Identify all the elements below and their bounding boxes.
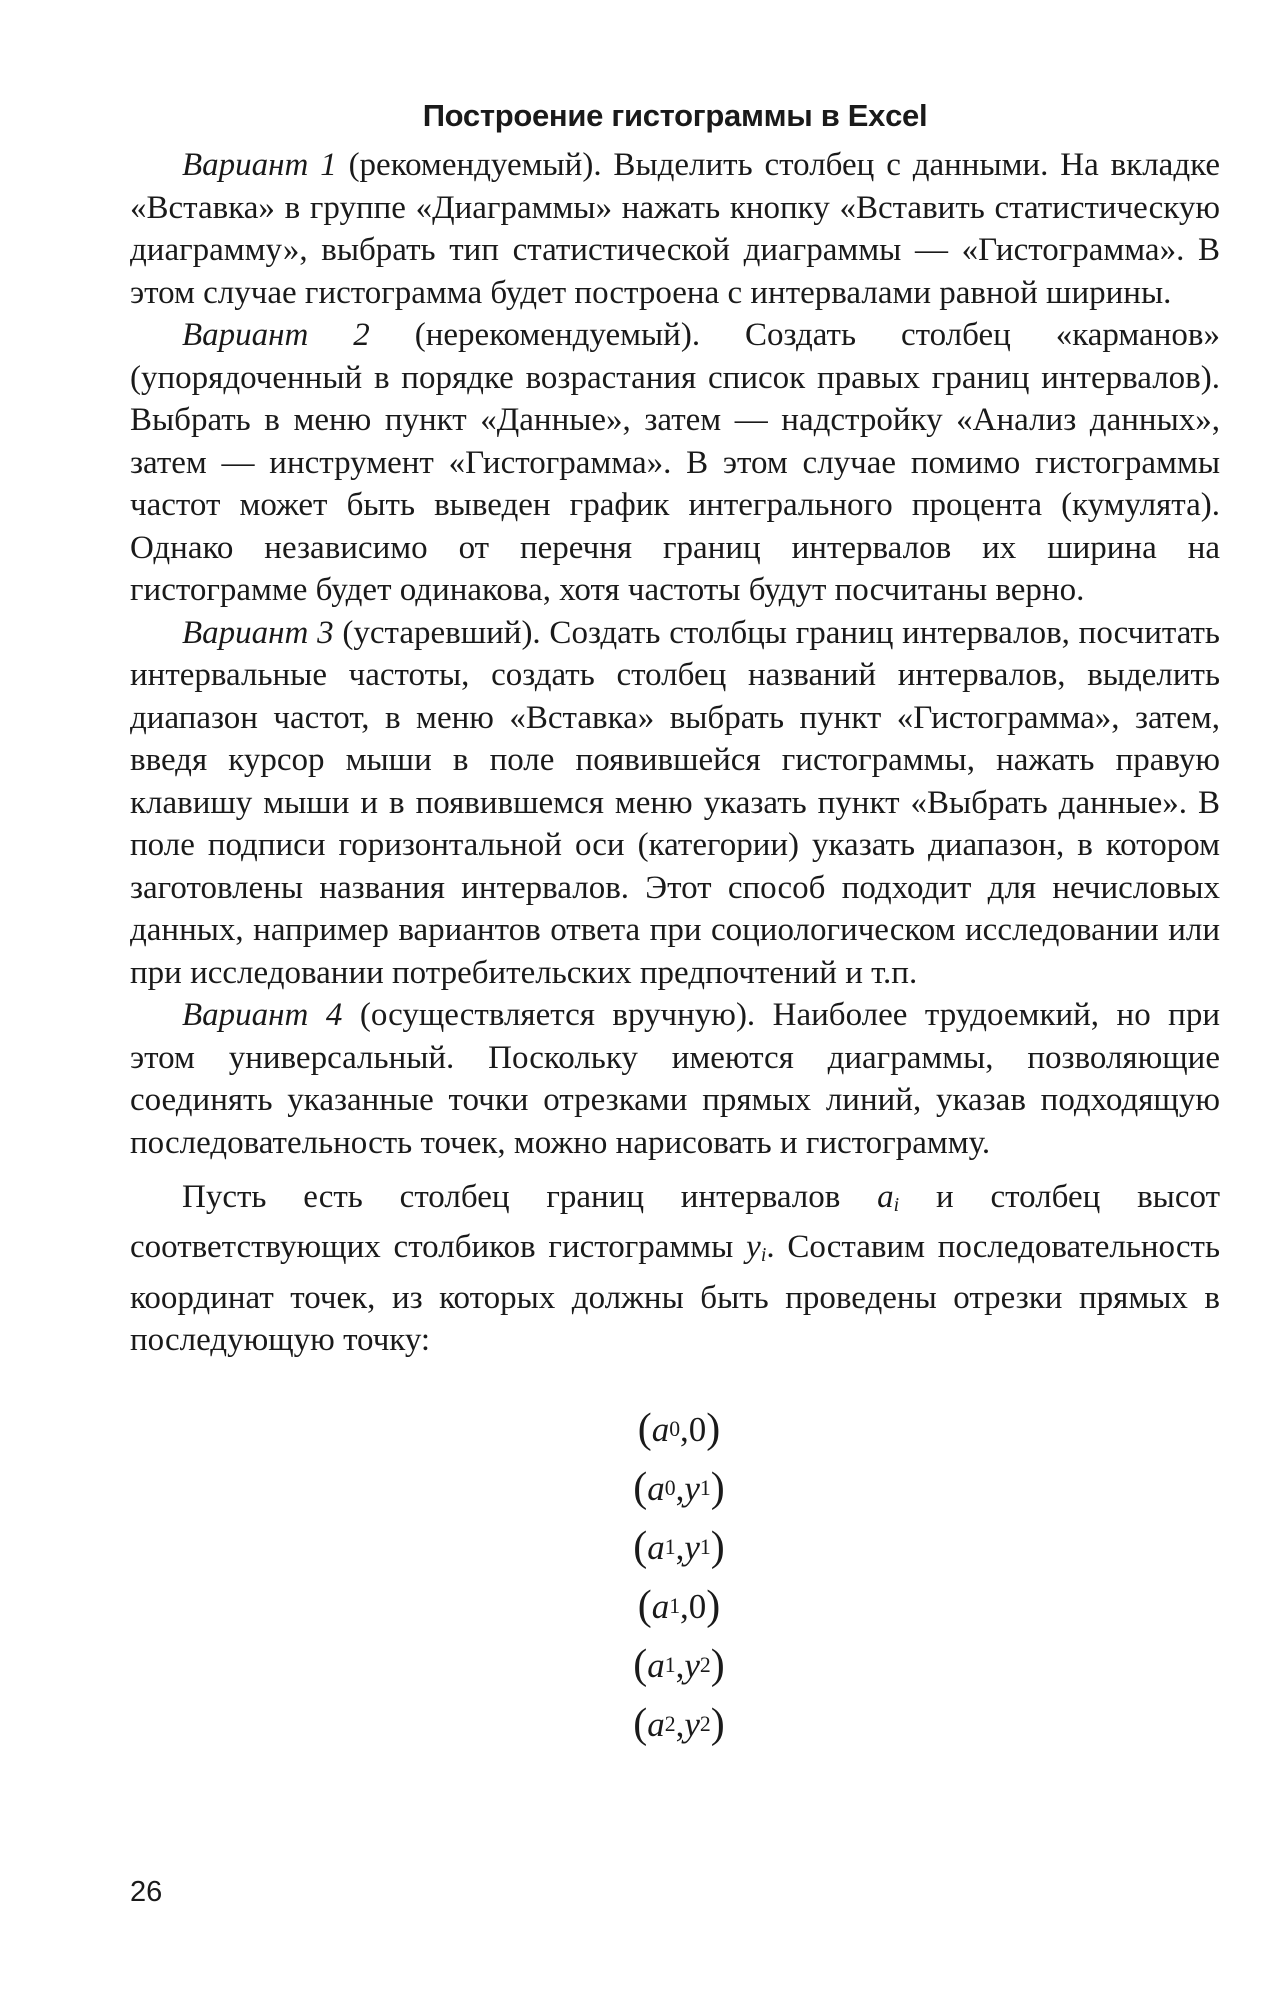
comma: ,	[680, 1409, 689, 1449]
open-paren: (	[637, 1582, 652, 1629]
var-a-letter: a	[877, 1179, 894, 1215]
point-y-sub: 2	[699, 1711, 711, 1736]
point-y-sub: 1	[699, 1534, 711, 1559]
point-y: y	[684, 1645, 700, 1685]
close-paren: )	[710, 1641, 725, 1688]
open-paren: (	[633, 1523, 648, 1570]
var-a-subscript: i	[893, 1193, 900, 1216]
paragraph-variant-4	[130, 994, 1220, 1164]
comma: ,	[675, 1468, 685, 1508]
section-heading: Построение гистограммы в Excel	[422, 98, 928, 133]
point-formula	[625, 1459, 724, 1518]
var-y-subscript: i	[760, 1244, 767, 1267]
point-sequence	[130, 1400, 1220, 1754]
point-x: a	[647, 1704, 665, 1744]
intro-text-3: . Составим последовательность координат точек, из которых должны быть проведены отрезки прямых в последующую точку:	[130, 1229, 1220, 1359]
point-x-sub: 1	[664, 1652, 676, 1677]
point-x: a	[647, 1468, 665, 1508]
point-y: y	[684, 1468, 700, 1508]
point-x: a	[647, 1645, 665, 1685]
page-number: 26	[130, 1876, 163, 1908]
open-paren: (	[633, 1700, 648, 1747]
point-x-sub: 0	[664, 1475, 676, 1500]
variant-2-text: (нерекомендуемый). Создать столбец «карманов» (упорядоченный в порядке возрастания список правых границ интервалов). Выбрать в меню пункт «Данные», затем — надстройку «Анализ данных», затем — инструмент «Гистограмма». В этом случае помимо гистограммы частот может быть выведен график интегрального процента (кумулята). Однако независимо от перечня границ интервалов их ширина на гистограмме будет одинакова, хотя частоты будут посчитаны верно.	[130, 317, 1220, 608]
point-y: y	[684, 1704, 700, 1744]
close-paren: )	[706, 1405, 721, 1452]
var-y-letter: y	[746, 1229, 761, 1266]
open-paren: (	[637, 1405, 652, 1452]
point-y-sub: 2	[699, 1652, 711, 1677]
comma: ,	[675, 1645, 685, 1685]
point-x-sub: 0	[669, 1416, 681, 1441]
close-paren: )	[706, 1582, 721, 1629]
point-y: 0	[688, 1586, 707, 1626]
point-x-sub: 1	[664, 1534, 676, 1559]
point-x-sub: 1	[669, 1593, 681, 1618]
page-content	[130, 96, 1220, 1754]
paragraph-variant-1	[130, 144, 1220, 314]
comma: ,	[675, 1527, 685, 1567]
variant-1-lead: Вариант 1	[182, 147, 337, 183]
point-x: a	[651, 1409, 670, 1449]
close-paren: )	[710, 1464, 725, 1511]
intro-text-2: и столбец высот соответствующих столбиков гистограммы	[130, 1179, 1220, 1266]
paragraph-sequence-intro	[130, 1176, 1220, 1362]
variant-4-lead: Вариант 4	[182, 997, 343, 1033]
open-paren: (	[633, 1641, 648, 1688]
intro-text-1: Пусть есть столбец границ интервалов	[182, 1179, 878, 1215]
var-a-i	[877, 1179, 899, 1215]
open-paren: (	[633, 1464, 648, 1511]
point-formula	[630, 1400, 721, 1459]
variant-1-text: (рекомендуемый). Выделить столбец с данными. На вкладке «Вставка» в группе «Диаграммы» нажать кнопку «Вставить статистическую диаграмму», выбрать тип статистической диаграммы — «Гистограмма». В этом случае гистограмма будет построена с интервалами равной ширины.	[130, 147, 1220, 311]
close-paren: )	[710, 1523, 725, 1570]
point-formula	[625, 1695, 724, 1754]
comma: ,	[675, 1704, 685, 1744]
point-formula	[625, 1636, 724, 1695]
paragraph-variant-3	[130, 612, 1220, 995]
variant-4-text: (осуществляется вручную). Наиболее трудоемкий, но при этом универсальный. Поскольку имеются диаграммы, позволяющие соединять указанные точки отрезками прямых линий, указав подходящую последовательность точек, можно нарисовать и гистограмму.	[130, 997, 1220, 1161]
variant-2-lead: Вариант 2	[182, 317, 370, 353]
point-x-sub: 2	[664, 1711, 676, 1736]
point-formula	[625, 1518, 724, 1577]
point-formula	[630, 1577, 721, 1636]
var-y-i	[746, 1229, 766, 1265]
point-y: y	[684, 1527, 700, 1567]
point-y: 0	[688, 1409, 707, 1449]
point-y-sub: 1	[699, 1475, 711, 1500]
close-paren: )	[710, 1700, 725, 1747]
point-x: a	[647, 1527, 665, 1567]
point-x: a	[651, 1586, 670, 1626]
comma: ,	[680, 1586, 689, 1626]
variant-3-lead: Вариант 3	[182, 614, 334, 651]
variant-3-text: (устаревший). Создать столбцы границ интервалов, посчитать интервальные частоты, создать столбец названий интервалов, выделить диапазон частот, в меню «Вставка» выбрать пункт «Гистограмма», затем, введя курсор мыши в поле появившейся гистограммы, нажать правую клавишу мыши и в появившемся меню указать пункт «Выбрать данные». В поле подписи горизонтальной оси (категории) указать диапазон, в котором заготовлены названия интервалов. Этот способ подходит для нечисловых данных, например вариантов ответа при социологическом исследовании или при исследовании потребительских предпочтений и т.п.	[130, 614, 1220, 991]
paragraph-variant-2	[130, 314, 1220, 612]
